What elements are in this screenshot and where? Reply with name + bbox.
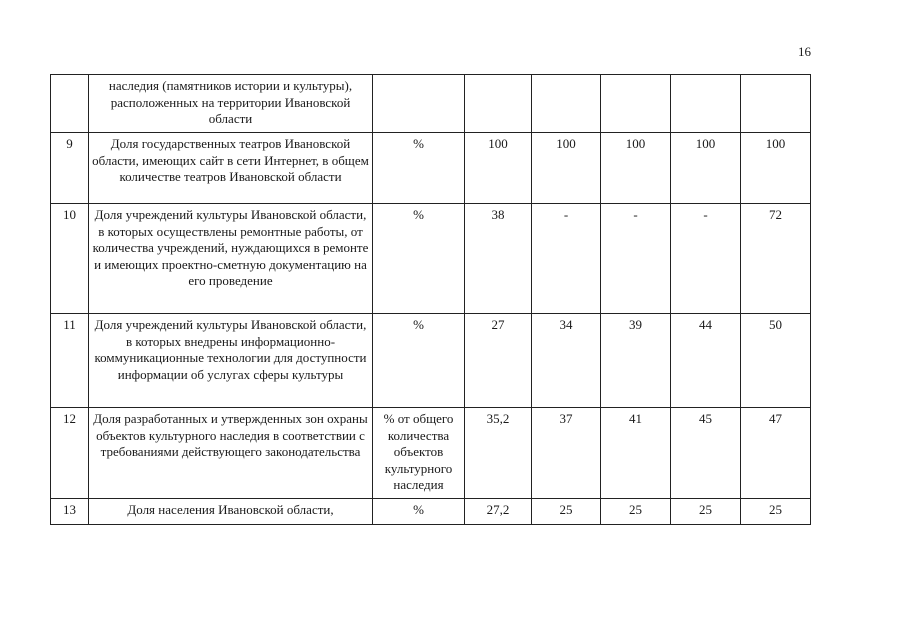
page-number: 16: [798, 44, 811, 59]
value-cell: 100: [601, 133, 671, 204]
value-cell: 38: [465, 204, 532, 314]
indicator-name: Доля разработанных и утвержденных зон охраны объектов культурного наследия в соответствии с требованиями действующего законодательства: [89, 408, 373, 499]
row-number: 12: [51, 408, 89, 499]
value-cell: 100: [465, 133, 532, 204]
value-cell: 35,2: [465, 408, 532, 499]
table-row: [51, 75, 811, 133]
table-row: [51, 133, 811, 204]
indicator-name: Доля государственных театров Ивановской области, имеющих сайт в сети Интернет, в общем количестве театров Ивановской области: [89, 133, 373, 204]
table-row: [51, 314, 811, 408]
unit-cell: %: [373, 133, 465, 204]
table-row: [51, 408, 811, 499]
row-number: 13: [51, 498, 89, 524]
indicator-name: Доля населения Ивановской области,: [89, 498, 373, 524]
unit-cell: %: [373, 204, 465, 314]
value-cell: 25: [601, 498, 671, 524]
unit-cell: %: [373, 314, 465, 408]
value-cell: -: [532, 204, 601, 314]
value-cell: 45: [671, 408, 741, 499]
unit-cell: [373, 75, 465, 133]
indicators-table: [50, 74, 811, 525]
row-number: 11: [51, 314, 89, 408]
value-cell: -: [671, 204, 741, 314]
value-cell: 37: [532, 408, 601, 499]
value-cell: 100: [741, 133, 811, 204]
unit-cell: % от общего количества объектов культурного наследия: [373, 408, 465, 499]
value-cell: 100: [671, 133, 741, 204]
indicator-name: Доля учреждений культуры Ивановской области, в которых осуществлены ремонтные работы, от количества учреждений, нуждающихся в ремонте и имеющих проектно-сметную документацию на его проведение: [89, 204, 373, 314]
value-cell: 27: [465, 314, 532, 408]
value-cell: 100: [532, 133, 601, 204]
value-cell: [671, 75, 741, 133]
value-cell: -: [601, 204, 671, 314]
value-cell: [601, 75, 671, 133]
row-number: [51, 75, 89, 133]
row-number: 10: [51, 204, 89, 314]
value-cell: 27,2: [465, 498, 532, 524]
value-cell: 34: [532, 314, 601, 408]
table-row: [51, 204, 811, 314]
value-cell: 41: [601, 408, 671, 499]
value-cell: 25: [741, 498, 811, 524]
value-cell: [465, 75, 532, 133]
table-row: [51, 498, 811, 524]
value-cell: 50: [741, 314, 811, 408]
indicator-name: Доля учреждений культуры Ивановской области, в которых внедрены информационно-коммуникационные технологии для доступности информации об услугах сферы культуры: [89, 314, 373, 408]
value-cell: 47: [741, 408, 811, 499]
value-cell: 25: [532, 498, 601, 524]
value-cell: 39: [601, 314, 671, 408]
value-cell: 72: [741, 204, 811, 314]
value-cell: [741, 75, 811, 133]
value-cell: [532, 75, 601, 133]
value-cell: 25: [671, 498, 741, 524]
indicator-name: наследия (памятников истории и культуры), расположенных на территории Ивановской области: [89, 75, 373, 133]
unit-cell: %: [373, 498, 465, 524]
value-cell: 44: [671, 314, 741, 408]
row-number: 9: [51, 133, 89, 204]
